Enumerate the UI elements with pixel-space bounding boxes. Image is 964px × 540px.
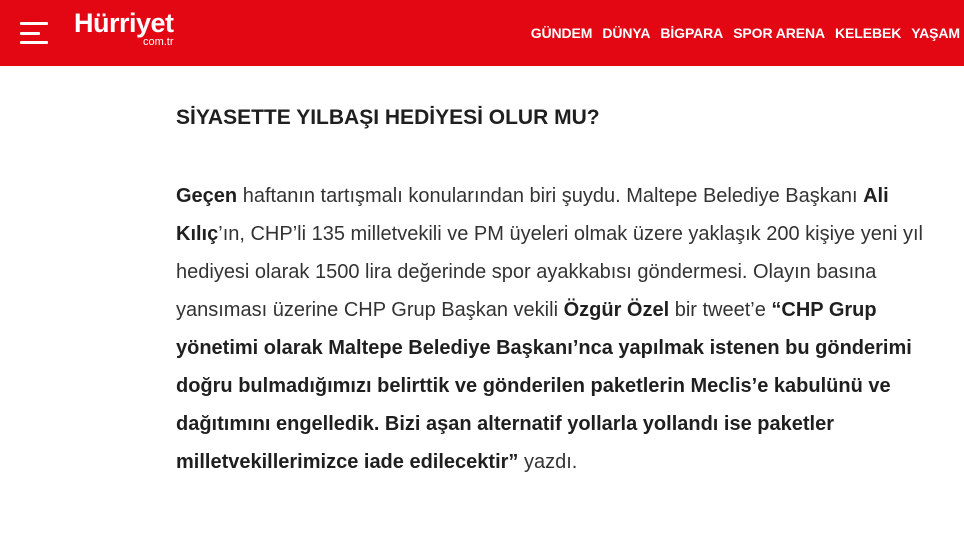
bold-person-name: Özgür Özel xyxy=(563,299,670,321)
hurriyet-logo[interactable] xyxy=(74,10,174,48)
paragraph-text: yazdı. xyxy=(518,451,578,473)
quoted-tweet-text: “CHP Grup yönetimi olarak Maltepe Belediye Başkanı’nca yapılmak istenen bu gönderimi doğru bulmadığımızı belirttik ve gönderilen paketlerin Meclis’e kabulünü ve dağıtımını engelledik. Bizi aşan alternatif yollarla yollandı ise paketler milletvekillerimizce iade edilecektir” xyxy=(176,299,912,473)
paragraph-text: ’ın, CHP’li 135 milletvekili ve PM üyeleri olmak üzere yaklaşık 200 kişiye yeni yıl hediyesi olarak 1500 lira değerinde spor ayakkabısı göndermesi. Olayın basına yansıması üzerine CHP Grup Başkan vekili xyxy=(176,223,923,321)
logo-wordmark: Hürriyet xyxy=(74,8,174,38)
nav-item-kelebek[interactable]: KELEBEK xyxy=(835,25,902,41)
menu-icon-line xyxy=(20,22,48,25)
top-navigation-bar xyxy=(0,0,964,66)
article-body xyxy=(176,98,936,501)
section-nav xyxy=(521,0,960,66)
nav-item-gundem[interactable]: GÜNDEM xyxy=(530,25,593,41)
bold-person-name: Ali Kılıç xyxy=(176,185,889,245)
menu-icon-line xyxy=(20,32,40,35)
menu-icon[interactable] xyxy=(20,22,48,44)
paragraph-text: haftanın tartışmalı konularından biri şuydu. Maltepe Belediye Başkanı xyxy=(237,185,864,207)
nav-item-spor-arena[interactable]: SPOR ARENA xyxy=(733,25,826,41)
nav-item-dunya[interactable]: DÜNYA xyxy=(602,25,651,41)
section-headline: SİYASETTE YILBAŞI HEDİYESİ OLUR MU? xyxy=(176,106,600,129)
logo-domain: com.tr xyxy=(142,36,174,48)
bold-text: Geçen xyxy=(176,185,238,207)
menu-icon-line xyxy=(20,41,48,44)
article-paragraph xyxy=(176,177,936,481)
nav-item-bigpara[interactable]: BİGPARA xyxy=(660,25,724,41)
paragraph-text: bir tweet’e xyxy=(669,299,772,321)
nav-item-yasam[interactable]: YAŞAM xyxy=(911,25,960,41)
